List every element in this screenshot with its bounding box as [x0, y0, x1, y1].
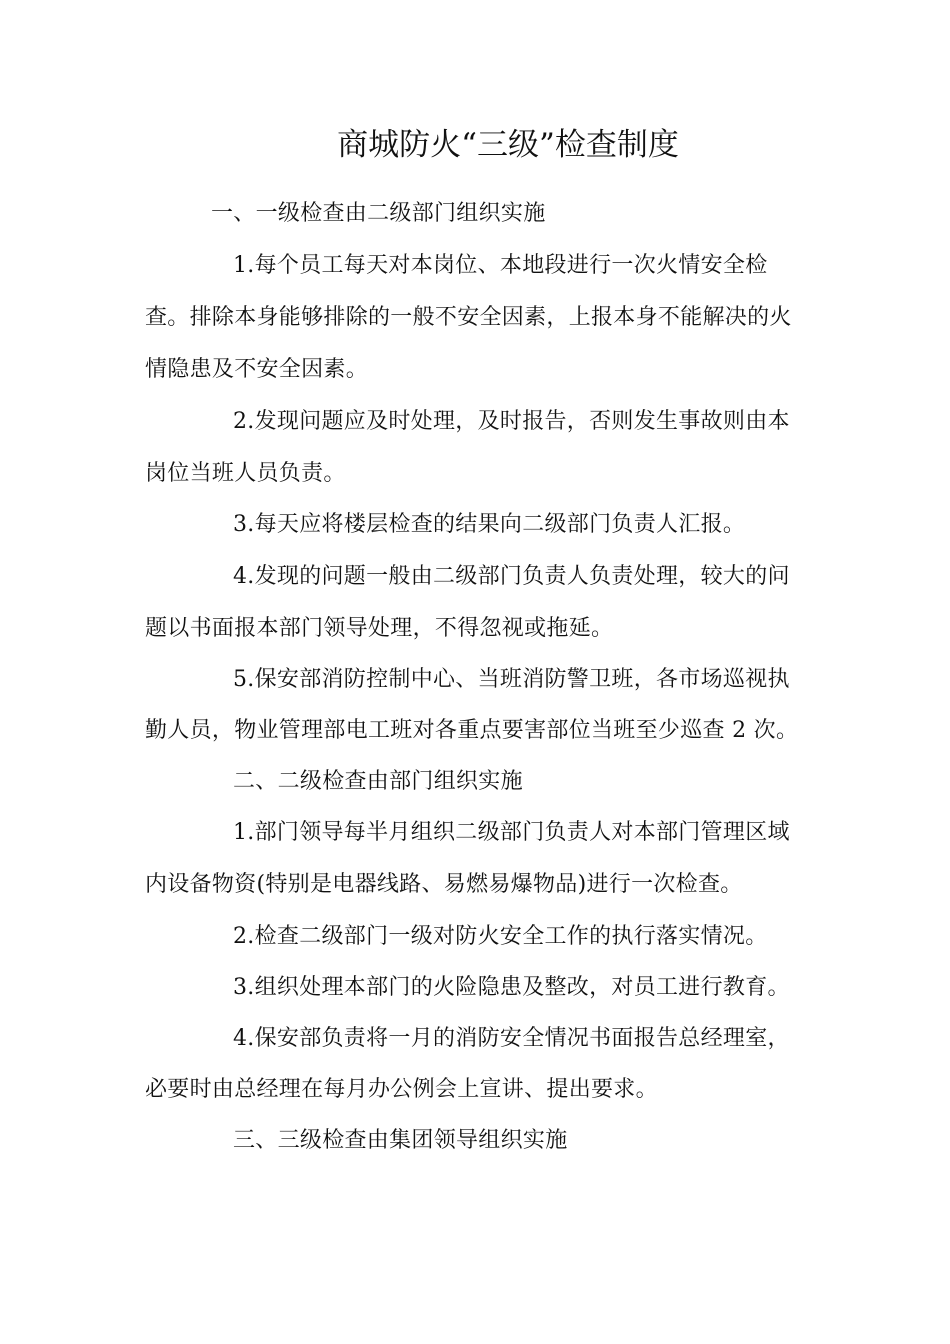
paragraph-line: 2.发现问题应及时处理，及时报告，否则发生事故则由本 [233, 409, 790, 434]
paragraph-line: 情隐患及不安全因素。 [145, 357, 369, 382]
paragraph-line: 岗位当班人员负责。 [145, 461, 346, 486]
paragraph-line: 内设备物资(特别是电器线路、易燃易爆物品)进行一次检查。 [145, 872, 743, 897]
paragraph-line: 必要时由总经理在每月办公例会上宣讲、提出要求。 [145, 1077, 658, 1102]
paragraph-line: 勤人员，物业管理部电工班对各重点要害部位当班至少巡查 2 次。 [145, 718, 799, 743]
paragraph-line: 查。排除本身能够排除的一般不安全因素，上报本身不能解决的火 [145, 305, 792, 330]
section-heading-1: 一、一级检查由二级部门组织实施 [211, 201, 546, 226]
paragraph-line: 3.组织处理本部门的火险隐患及整改，对员工进行教育。 [233, 975, 790, 1000]
paragraph-line: 4.发现的问题一般由二级部门负责人负责处理，较大的问 [233, 564, 790, 589]
paragraph-line: 2.检查二级部门一级对防火安全工作的执行落实情况。 [233, 924, 768, 949]
section-heading-2: 二、二级检查由部门组织实施 [233, 769, 523, 794]
paragraph-line: 1.每个员工每天对本岗位、本地段进行一次火情安全检 [233, 253, 768, 278]
paragraph-line: 1.部门领导每半月组织二级部门负责人对本部门管理区域 [233, 820, 790, 845]
paragraph-line: 4.保安部负责将一月的消防安全情况书面报告总经理室， [233, 1026, 790, 1051]
paragraph-line: 3.每天应将楼层检查的结果向二级部门负责人汇报。 [233, 512, 746, 537]
section-heading-3: 三、三级检查由集团领导组织实施 [233, 1128, 568, 1153]
paragraph-line: 5.保安部消防控制中心、当班消防警卫班，各市场巡视执 [233, 667, 790, 692]
paragraph-line: 题以书面报本部门领导处理，不得忽视或拖延。 [145, 616, 614, 641]
document-title: 商城防火“三级”检查制度 [337, 127, 679, 163]
